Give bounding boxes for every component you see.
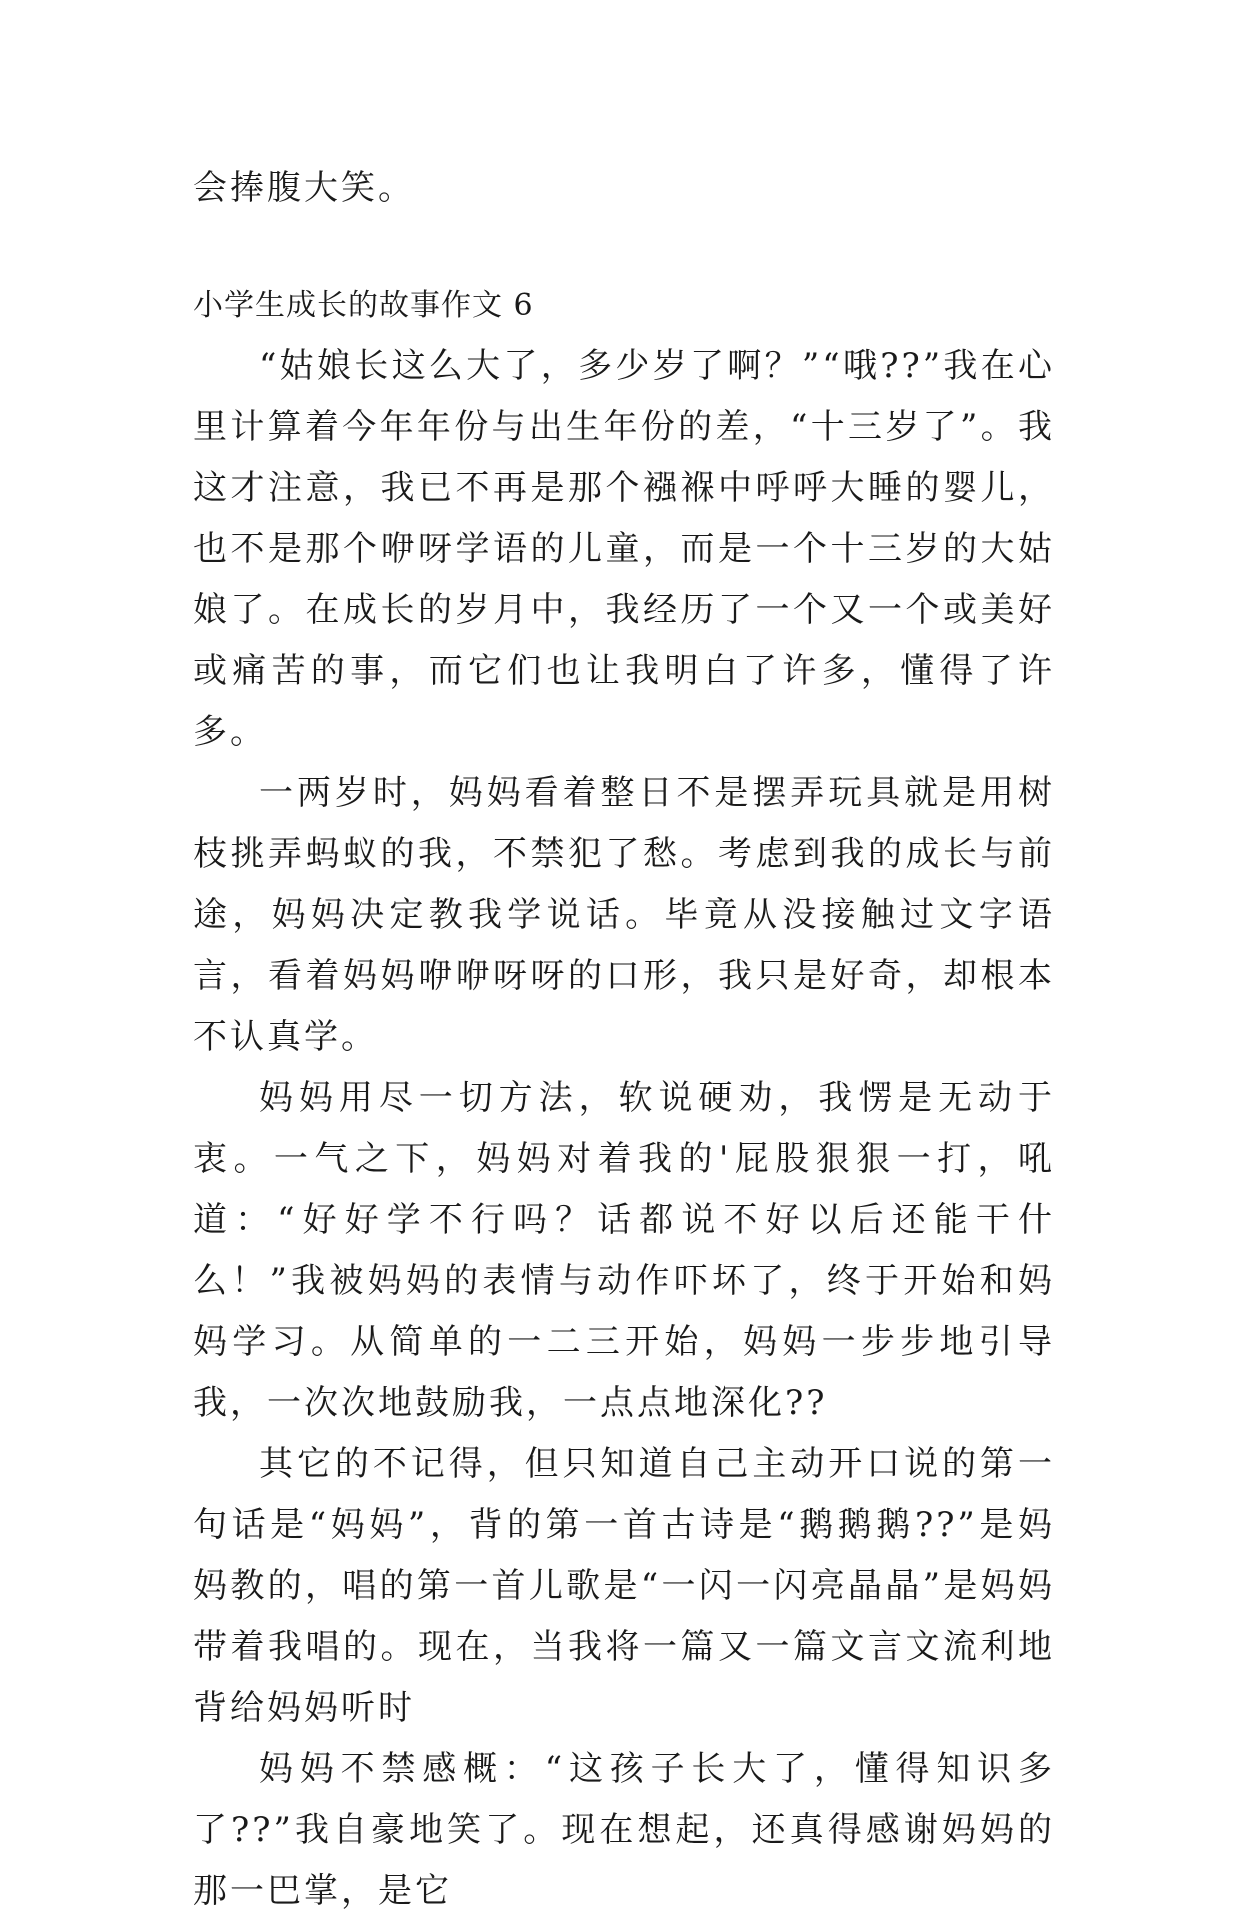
paragraph-1: “姑娘长这么大了，多少岁了啊？”“哦??”我在心里计算着今年年份与出生年份的差，“十三岁了”。我这才注意，我已不再是那个襁褓中呼呼大睡的婴儿，也不是那个咿呀学语的儿童，而是一个十三岁的大姑娘了。在成长的岁月中，我经历了一个又一个或美好或痛苦的事，而它们也让我明白了许多，懂得了许多。 bbox=[193, 346, 1055, 752]
document-body bbox=[193, 158, 1055, 1922]
lead-line: 会捧腹大笑。 bbox=[193, 168, 415, 208]
essay-heading: 小学生成长的故事作文 6 bbox=[193, 288, 534, 323]
paragraph-5: 妈妈不禁感概：“这孩子长大了，懂得知识多了??”我自豪地笑了。现在想起，还真得感谢妈妈的那一巴掌，是它 bbox=[193, 1749, 1055, 1911]
paragraph-3: 妈妈用尽一切方法，软说硬劝，我愣是无动于衷。一气之下，妈妈对着我的'屁股狠狠一打，吼道：“好好学不行吗？话都说不好以后还能干什么！”我被妈妈的表情与动作吓坏了，终于开始和妈妈学习。从简单的一二三开始，妈妈一步步地引导我，一次次地鼓励我，一点点地深化?? bbox=[193, 1078, 1055, 1423]
paragraph-4: 其它的不记得，但只知道自己主动开口说的第一句话是“妈妈”，背的第一首古诗是“鹅鹅鹅??”是妈妈教的，唱的第一首儿歌是“一闪一闪亮晶晶”是妈妈带着我唱的。现在，当我将一篇又一篇文言文流利地背给妈妈听时 bbox=[193, 1444, 1055, 1728]
paragraph-2: 一两岁时，妈妈看着整日不是摆弄玩具就是用树枝挑弄蚂蚁的我，不禁犯了愁。考虑到我的成长与前途，妈妈决定教我学说话。毕竟从没接触过文字语言，看着妈妈咿咿呀呀的口形，我只是好奇，却根本不认真学。 bbox=[193, 773, 1055, 1057]
